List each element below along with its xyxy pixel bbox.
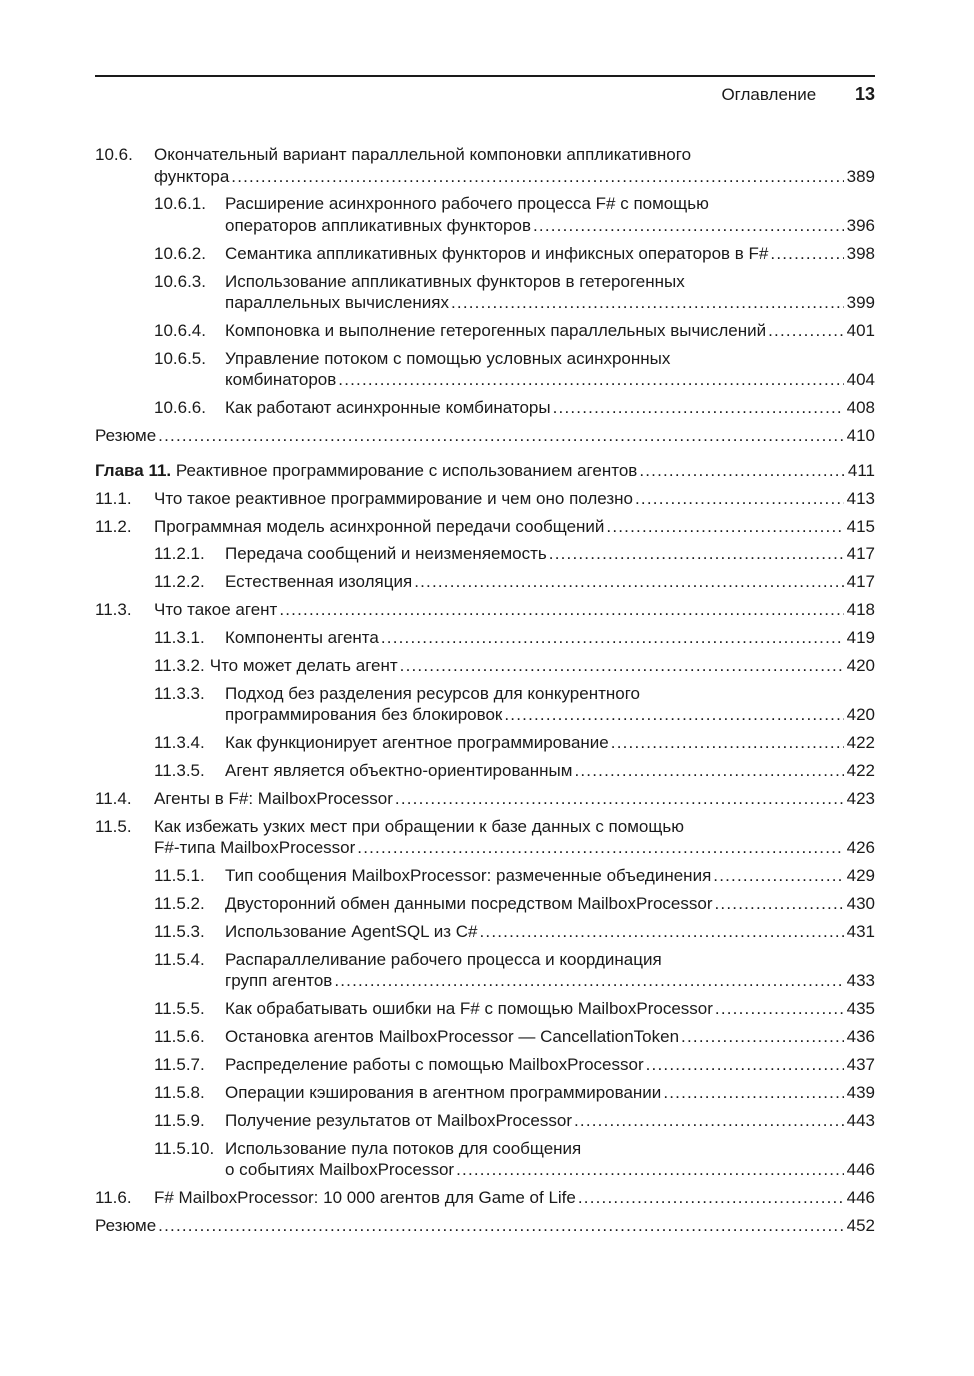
toc-entry-title: Компоновка и выполнение гетерогенных параллельных вычислений [225, 321, 767, 341]
toc-entry-title: Семантика аппликативных функторов и инфиксных операторов в F# [225, 243, 769, 263]
toc-entry[interactable] [95, 243, 875, 265]
toc-entry-title-first-line: Распараллеливание рабочего процесса и координация [225, 949, 662, 969]
toc-page-number: 389 [846, 166, 875, 186]
toc-entry-number: 11.3.3. [154, 683, 205, 703]
toc-entry-title: Компоненты агента [225, 628, 379, 648]
toc-entry-body [154, 599, 875, 621]
toc-entry-title-first-line: Окончательный вариант параллельной компоновки аппликативного [154, 145, 692, 164]
toc-entry-number: 11.5.9. [154, 1110, 205, 1130]
toc-entry-line [225, 292, 875, 314]
toc-entry[interactable] [95, 949, 875, 992]
toc-chapter-number: Глава 11. [95, 460, 172, 480]
toc-page-number: 430 [846, 894, 875, 914]
toc-entry-line [225, 627, 875, 649]
toc-entry-line [225, 1026, 875, 1048]
toc-entry[interactable] [95, 1054, 875, 1076]
toc-page-number: 404 [846, 370, 875, 390]
toc-entry-line [225, 369, 875, 391]
running-head-page-number: 13 [854, 84, 875, 104]
toc-entry-line [154, 837, 875, 859]
toc-indent [95, 1138, 154, 1181]
toc-entry[interactable] [95, 271, 875, 314]
toc-entry-line [225, 397, 875, 419]
toc-entry-title-first-line: Использование аппликативных функторов в гетерогенных [225, 271, 685, 291]
toc-indent [95, 1082, 154, 1104]
toc-page-number: 422 [846, 761, 875, 781]
toc-entry-number: 11.5. [95, 816, 132, 836]
toc-dot-leader [578, 1187, 844, 1209]
toc-entry-number: 11.2.1. [154, 544, 205, 564]
toc-entry-number: 11.2.2. [154, 572, 205, 592]
toc-entry-title: F#-типа MailboxProcessor [154, 838, 356, 858]
toc-page-number: 415 [846, 516, 875, 536]
toc-indent [95, 732, 154, 754]
toc-entry-line [225, 215, 875, 237]
toc-page-number: 418 [846, 600, 875, 620]
toc-entry-title: функтора [154, 166, 230, 186]
toc-dot-leader [158, 425, 843, 447]
toc-entry-body [225, 683, 875, 726]
toc-entry-number: 10.6. [95, 145, 133, 164]
toc-entry-number: 11.5.2. [154, 894, 205, 914]
toc-dot-leader [574, 1110, 844, 1132]
toc-chapter-title: Реактивное программирование с использованием агентов [175, 460, 638, 480]
toc-entry-title: F# MailboxProcessor: 10 000 агентов для Game of Life [154, 1188, 576, 1208]
toc-entry-body [210, 655, 875, 677]
toc-page-number: 410 [846, 426, 875, 446]
toc-entry-number: 11.3.2. [154, 655, 205, 675]
toc-entry[interactable] [95, 599, 875, 621]
toc-entry-number: 11.5.10. [154, 1138, 215, 1158]
toc-entry-body [225, 348, 875, 391]
toc-page-number: 423 [846, 789, 875, 809]
toc-entry[interactable] [95, 193, 875, 236]
toc-entry-body [95, 460, 875, 482]
toc-entry-line [154, 488, 875, 510]
toc-entry-body [154, 1187, 875, 1209]
toc-page-number: 452 [846, 1216, 875, 1236]
toc-dot-leader [451, 292, 844, 314]
toc-page-number: 399 [846, 293, 875, 313]
toc-dot-leader [533, 215, 844, 237]
toc-entry-title: Операции кэширования в агентном программировании [225, 1083, 662, 1103]
toc-dot-leader [646, 1054, 844, 1076]
toc-entry-line [225, 543, 875, 565]
toc-dot-leader [713, 865, 843, 887]
toc-dot-leader [715, 998, 844, 1020]
toc-entry-number: 11.3.1. [154, 628, 205, 648]
toc-page-number: 420 [846, 655, 875, 675]
toc-dot-leader [158, 1215, 843, 1237]
toc-entry-body [154, 788, 875, 810]
toc-entry-line [225, 704, 875, 726]
toc-entry-title: Распределение работы с помощью MailboxProcessor [225, 1055, 644, 1075]
toc-page-number: 422 [846, 733, 875, 753]
toc-entry-line [225, 998, 875, 1020]
toc-indent [95, 543, 154, 565]
toc-entry-title: групп агентов [225, 971, 333, 991]
toc-page-number: 420 [846, 705, 875, 725]
toc-dot-leader [611, 732, 844, 754]
toc-entry-title: Получение результатов от MailboxProcessor [225, 1110, 572, 1130]
table-of-contents [95, 144, 875, 1243]
toc-entry-line [225, 1082, 875, 1104]
toc-entry-body [225, 543, 875, 565]
toc-page-number: 429 [846, 866, 875, 886]
toc-indent [95, 1054, 154, 1076]
toc-indent [95, 998, 154, 1020]
toc-entry-line [154, 788, 875, 810]
toc-dot-leader [768, 320, 844, 342]
toc-page-number: 436 [846, 1027, 875, 1047]
toc-entry-title-first-line: Использование пула потоков для сообщения [225, 1138, 582, 1158]
toc-entry-line [154, 599, 875, 621]
toc-dot-leader [681, 1026, 844, 1048]
toc-page-number: 431 [846, 922, 875, 942]
toc-dot-leader [574, 760, 843, 782]
toc-entry-title-first-line: Подход без разделения ресурсов для конкурентного [225, 683, 640, 703]
toc-entry[interactable] [95, 732, 875, 754]
toc-indent [95, 865, 154, 887]
toc-dot-leader [635, 488, 844, 510]
toc-entry-line [225, 1159, 875, 1181]
toc-dot-leader [231, 166, 843, 188]
toc-entry[interactable] [95, 488, 875, 510]
toc-indent [95, 320, 154, 342]
toc-entry-title: Естественная изоляция [225, 572, 413, 592]
toc-indent [95, 949, 154, 992]
toc-dot-leader [456, 1159, 844, 1181]
toc-page-number: 419 [846, 628, 875, 648]
toc-page-number: 443 [846, 1110, 875, 1130]
toc-entry-body [95, 425, 875, 447]
toc-entry-number: 11.5.6. [154, 1027, 205, 1047]
toc-entry-body [225, 1026, 875, 1048]
toc-entry-number: 11.3.5. [154, 761, 205, 781]
toc-entry-title: о событиях MailboxProcessor [225, 1160, 455, 1180]
toc-page-number: 396 [846, 215, 875, 235]
toc-entry-title-first-line: Как избежать узких мест при обращении к базе данных с помощью [154, 816, 684, 836]
toc-dot-leader [770, 243, 843, 265]
toc-entry-body [225, 397, 875, 419]
toc-dot-leader [479, 921, 843, 943]
toc-entry-body [225, 865, 875, 887]
toc-entry-line [225, 760, 875, 782]
toc-indent [95, 397, 154, 419]
toc-entry-line [225, 320, 875, 342]
toc-entry-number: 11.1. [95, 488, 132, 508]
toc-entry-line [95, 460, 875, 482]
toc-dot-leader [414, 571, 843, 593]
toc-entry-body [225, 732, 875, 754]
toc-entry[interactable] [95, 1138, 875, 1181]
toc-entry-number: 11.3. [95, 600, 132, 620]
toc-entry[interactable] [95, 1082, 875, 1104]
toc-entry-title: Агент является объектно-ориентированным [225, 761, 573, 781]
toc-entry-number: 10.6.6. [154, 398, 206, 418]
toc-entry-title: параллельных вычислениях [225, 293, 449, 313]
toc-dot-leader [553, 397, 844, 419]
toc-entry-title: Агенты в F#: MailboxProcessor [154, 789, 393, 809]
running-head-title: Оглавление [721, 85, 817, 104]
toc-entry-line [225, 865, 875, 887]
toc-entry-line [225, 1110, 875, 1132]
toc-entry[interactable] [95, 788, 875, 810]
running-head [721, 84, 875, 105]
toc-entry-number: 10.6.4. [154, 321, 206, 341]
toc-dot-leader [549, 543, 844, 565]
toc-entry-title [95, 460, 637, 482]
toc-entry-title: Что может делать агент [209, 655, 398, 675]
toc-entry[interactable] [95, 683, 875, 726]
toc-entry-number: 10.6.5. [154, 348, 206, 368]
toc-entry-body [225, 320, 875, 342]
toc-indent [95, 571, 154, 593]
toc-entry[interactable] [95, 543, 875, 565]
toc-dot-leader [715, 893, 844, 915]
toc-entry-body [95, 1215, 875, 1237]
toc-entry-title: Программная модель асинхронной передачи сообщений [154, 516, 605, 536]
toc-entry-body [225, 1054, 875, 1076]
toc-dot-leader [334, 970, 843, 992]
toc-entry-line [225, 571, 875, 593]
toc-entry-title-first-line: Управление потоком с помощью условных асинхронных [225, 348, 671, 368]
toc-page-number: 398 [846, 243, 875, 263]
toc-entry-title: операторов аппликативных функторов [225, 215, 531, 235]
toc-entry[interactable] [95, 627, 875, 649]
toc-entry-number: 11.5.8. [154, 1083, 205, 1103]
toc-indent [95, 271, 154, 314]
toc-entry-line [154, 166, 875, 188]
toc-chapter-entry[interactable] [95, 460, 875, 482]
toc-indent [95, 921, 154, 943]
toc-indent [95, 1026, 154, 1048]
toc-entry-number: 11.2. [95, 516, 132, 536]
toc-page-number: 401 [846, 321, 875, 341]
toc-entry[interactable] [95, 144, 875, 187]
toc-entry-body [154, 516, 875, 538]
toc-entry-title: Остановка агентов MailboxProcessor — CancellationToken [225, 1027, 680, 1047]
toc-entry-line [225, 1054, 875, 1076]
toc-entry-number: 10.6.1. [154, 194, 206, 214]
toc-indent [95, 760, 154, 782]
toc-entry-number: 10.6.3. [154, 271, 206, 291]
toc-page-number: 413 [846, 488, 875, 508]
toc-dot-leader [663, 1082, 843, 1104]
toc-entry-line [225, 921, 875, 943]
toc-entry[interactable] [95, 865, 875, 887]
toc-entry[interactable] [95, 998, 875, 1020]
toc-page-number: 433 [846, 971, 875, 991]
toc-entry[interactable] [95, 397, 875, 419]
toc-entry-number: 11.5.7. [154, 1055, 205, 1075]
toc-page-number: 437 [846, 1055, 875, 1075]
toc-entry-body [154, 144, 875, 187]
toc-entry-line [225, 732, 875, 754]
toc-entry-body [225, 627, 875, 649]
toc-entry-line [154, 1187, 875, 1209]
toc-entry[interactable] [95, 1187, 875, 1209]
toc-entry-number: 11.5.3. [154, 922, 205, 942]
toc-entry[interactable] [95, 516, 875, 538]
toc-entry-title: Передача сообщений и неизменяемость [225, 544, 547, 564]
toc-entry-title: комбинаторов [225, 370, 337, 390]
toc-indent [95, 1110, 154, 1132]
toc-entry-title: Как обрабатывать ошибки на F# с помощью MailboxProcessor [225, 999, 713, 1019]
toc-page-number: 435 [846, 999, 875, 1019]
toc-entry-line [225, 970, 875, 992]
toc-entry-body [225, 949, 875, 992]
toc-entry-number: 11.5.4. [154, 949, 205, 969]
toc-entry-line [154, 516, 875, 538]
toc-entry-line [95, 1215, 875, 1237]
header-rule [95, 75, 875, 77]
toc-entry[interactable] [95, 425, 875, 447]
toc-dot-leader [639, 460, 845, 482]
toc-page-number: 408 [846, 398, 875, 418]
toc-page-number: 411 [847, 460, 875, 480]
toc-entry-body [225, 921, 875, 943]
toc-entry-body [225, 1110, 875, 1132]
toc-entry-line [210, 655, 875, 677]
toc-entry[interactable] [95, 760, 875, 782]
toc-dot-leader [338, 369, 843, 391]
toc-dot-leader [279, 599, 843, 621]
toc-dot-leader [504, 704, 843, 726]
toc-indent [95, 243, 154, 265]
toc-entry[interactable] [95, 348, 875, 391]
toc-page-number: 446 [846, 1188, 875, 1208]
toc-page-number: 417 [846, 544, 875, 564]
toc-entry-title: Что такое агент [154, 600, 278, 620]
toc-entry-body [225, 760, 875, 782]
toc-page-number: 439 [846, 1083, 875, 1103]
toc-entry[interactable] [95, 816, 875, 859]
toc-indent [95, 893, 154, 915]
toc-entry-title: Резюме [95, 1216, 157, 1236]
toc-entry[interactable] [95, 1026, 875, 1048]
toc-entry-number: 11.3.4. [154, 733, 205, 753]
toc-page-number: 446 [846, 1160, 875, 1180]
toc-entry-body [225, 243, 875, 265]
toc-entry-title: программирования без блокировок [225, 705, 503, 725]
toc-entry-title: Резюме [95, 426, 157, 446]
toc-entry-title: Тип сообщения MailboxProcessor: размеченные объединения [225, 866, 712, 886]
toc-entry-body [225, 1082, 875, 1104]
toc-entry-body [225, 193, 875, 236]
toc-entry-line [225, 243, 875, 265]
toc-indent [95, 193, 154, 236]
toc-page-number: 426 [846, 838, 875, 858]
toc-entry[interactable] [95, 1215, 875, 1237]
toc-entry-body [154, 488, 875, 510]
toc-entry[interactable] [95, 1110, 875, 1132]
toc-entry-line [225, 893, 875, 915]
toc-entry-body [225, 998, 875, 1020]
toc-entry-number: 11.5.1. [154, 866, 205, 886]
toc-entry-title: Что такое реактивное программирование и чем оно полезно [154, 488, 633, 508]
toc-entry[interactable] [95, 921, 875, 943]
toc-entry[interactable] [95, 571, 875, 593]
toc-page-number: 417 [846, 572, 875, 592]
toc-entry-body [225, 1138, 875, 1181]
toc-entry-title: Использование AgentSQL из C# [225, 922, 478, 942]
toc-indent [95, 627, 154, 649]
toc-entry-body [225, 893, 875, 915]
toc-entry-number: 11.6. [95, 1188, 132, 1208]
toc-entry-title: Двусторонний обмен данными посредством MailboxProcessor [225, 894, 713, 914]
toc-dot-leader [357, 837, 843, 859]
toc-entry-body [225, 571, 875, 593]
toc-indent [95, 655, 154, 677]
toc-indent [95, 683, 154, 726]
toc-entry-title-first-line: Расширение асинхронного рабочего процесса F# с помощью [225, 194, 709, 214]
toc-dot-leader [381, 627, 844, 649]
toc-entry[interactable] [95, 655, 875, 677]
toc-dot-leader [606, 516, 843, 538]
toc-dot-leader [400, 655, 844, 677]
toc-entry-number: 10.6.2. [154, 243, 206, 263]
toc-entry-title: Как работают асинхронные комбинаторы [225, 398, 551, 418]
toc-indent [95, 348, 154, 391]
toc-dot-leader [395, 788, 844, 810]
toc-entry-body [225, 271, 875, 314]
toc-entry-line [95, 425, 875, 447]
toc-entry-number: 11.4. [95, 789, 132, 809]
toc-entry[interactable] [95, 893, 875, 915]
toc-entry-body [154, 816, 875, 859]
toc-entry-title: Как функционирует агентное программирование [225, 733, 609, 753]
toc-entry[interactable] [95, 320, 875, 342]
toc-entry-number: 11.5.5. [154, 999, 205, 1019]
